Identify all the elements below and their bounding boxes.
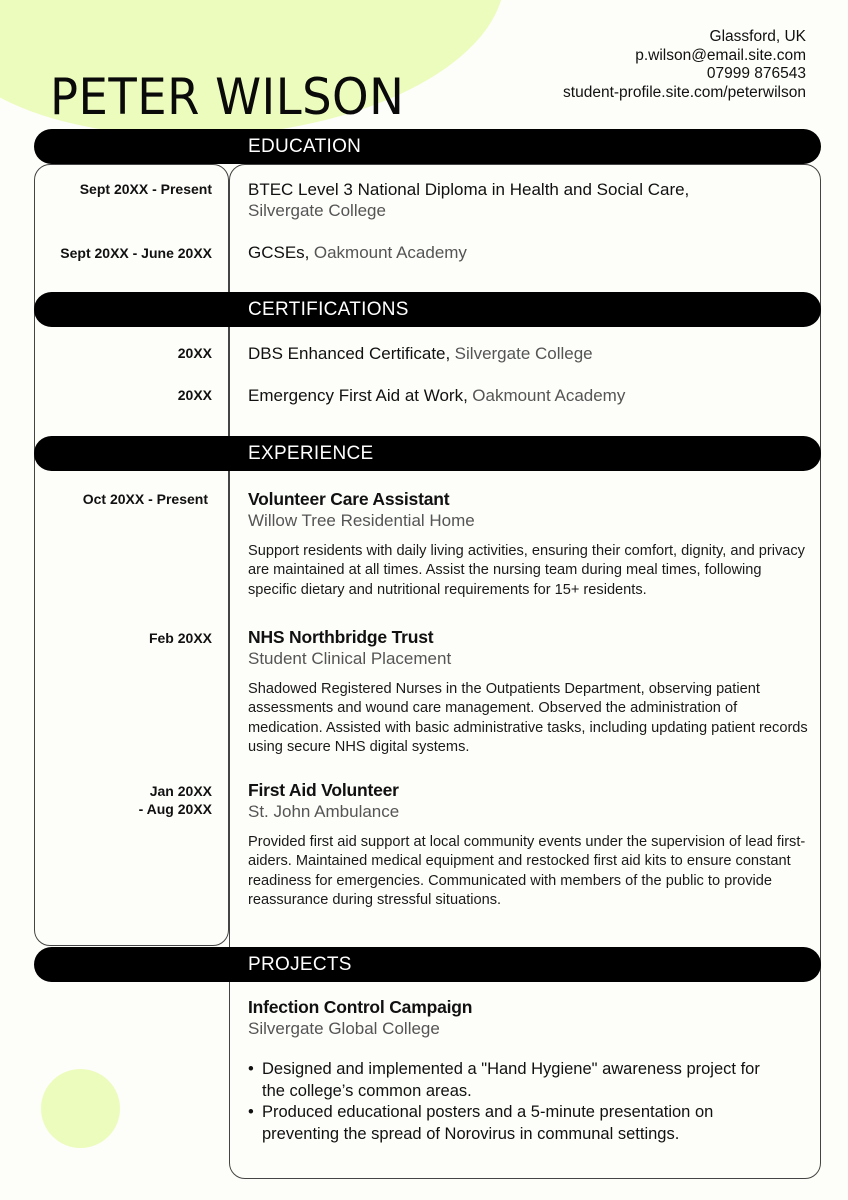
candidate-name: PETER WILSON xyxy=(50,67,405,126)
contact-website[interactable]: student-profile.site.com/peterwilson xyxy=(563,83,806,101)
experience-date: Feb 20XX xyxy=(148,630,212,646)
bullet-icon: • xyxy=(248,1060,254,1078)
experience-role: NHS Northbridge Trust xyxy=(248,627,434,647)
education-entry xyxy=(248,242,808,263)
experience-entry xyxy=(248,779,808,910)
experience-description: Provided first aid support at local community events under the supervision of lead first-aiders. Maintained medical equipment and restocked first aid kits to ensure constant readiness for emergencies. Communicated with members of the public to provide reassurance during stressful situations. xyxy=(248,834,806,908)
project-bullet-text: Produced educational posters and a 5-minute presentation on preventing the spread of Norovirus in communal settings. xyxy=(262,1103,714,1143)
contact-location: Glassford, UK xyxy=(709,28,806,45)
education-title: GCSEs, xyxy=(248,243,310,262)
experience-date-start: Jan 20XX xyxy=(149,783,212,799)
project-bullet-text: Designed and implemented a "Hand Hygiene" awareness project for the college’s common areas. xyxy=(262,1060,760,1100)
experience-date-end: - Aug 20XX xyxy=(138,801,212,817)
certification-date: 20XX xyxy=(177,345,212,361)
date-column-frame xyxy=(34,164,229,946)
experience-entry xyxy=(248,488,808,600)
education-title: BTEC Level 3 National Diploma in Health and Social Care, xyxy=(248,180,690,199)
certification-issuer: Oakmount Academy xyxy=(472,386,626,405)
project-bullet xyxy=(248,1102,808,1145)
education-date: Sept 20XX - June 20XX xyxy=(60,245,212,261)
section-header-projects: PROJECTS xyxy=(34,947,821,982)
certification-title: Emergency First Aid at Work, xyxy=(248,386,468,405)
certification-entry xyxy=(248,385,808,406)
experience-organization: Student Clinical Placement xyxy=(248,649,452,668)
experience-role: First Aid Volunteer xyxy=(248,780,399,800)
certification-issuer: Silvergate College xyxy=(454,344,593,363)
contact-email[interactable]: p.wilson@email.site.com xyxy=(635,46,806,64)
certification-date: 20XX xyxy=(177,387,212,403)
section-header-education: EDUCATION xyxy=(34,129,821,164)
contact-block xyxy=(563,28,806,102)
certification-title: DBS Enhanced Certificate, xyxy=(248,344,451,363)
education-entry xyxy=(248,179,808,221)
experience-organization: St. John Ambulance xyxy=(248,802,400,821)
section-header-experience: EXPERIENCE xyxy=(34,436,821,471)
experience-organization: Willow Tree Residential Home xyxy=(248,511,475,530)
experience-date xyxy=(139,782,212,818)
bullet-icon: • xyxy=(248,1103,254,1121)
contact-phone[interactable]: 07999 876543 xyxy=(706,65,806,82)
experience-entry xyxy=(248,626,808,757)
experience-role: Volunteer Care Assistant xyxy=(248,489,450,509)
project-entry xyxy=(248,996,808,1145)
project-title: Infection Control Campaign xyxy=(248,997,473,1017)
education-institution: Silvergate College xyxy=(248,201,386,220)
project-organization: Silvergate Global College xyxy=(248,1019,440,1038)
experience-description: Shadowed Registered Nurses in the Outpatients Department, observing patient assessments and wound care management. Observed the administration of medication. Assisted with basic administrative tasks, including updating patient records using secure NHS digital systems. xyxy=(248,681,808,755)
education-institution: Oakmount Academy xyxy=(313,243,467,262)
experience-date: Oct 20XX - Present xyxy=(82,491,208,507)
project-bullet-list xyxy=(248,1059,808,1145)
certification-entry xyxy=(248,343,808,364)
decorative-circle-bottom xyxy=(41,1069,120,1148)
experience-description: Support residents with daily living activities, ensuring their comfort, dignity, and privacy are maintained at all times. Assist the nursing team during meal times, following specific dietary and nutritional requirements for 15+ residents. xyxy=(248,543,805,598)
project-bullet xyxy=(248,1059,808,1102)
section-header-certifications: CERTIFICATIONS xyxy=(34,292,821,327)
education-date: Sept 20XX - Present xyxy=(79,181,212,197)
